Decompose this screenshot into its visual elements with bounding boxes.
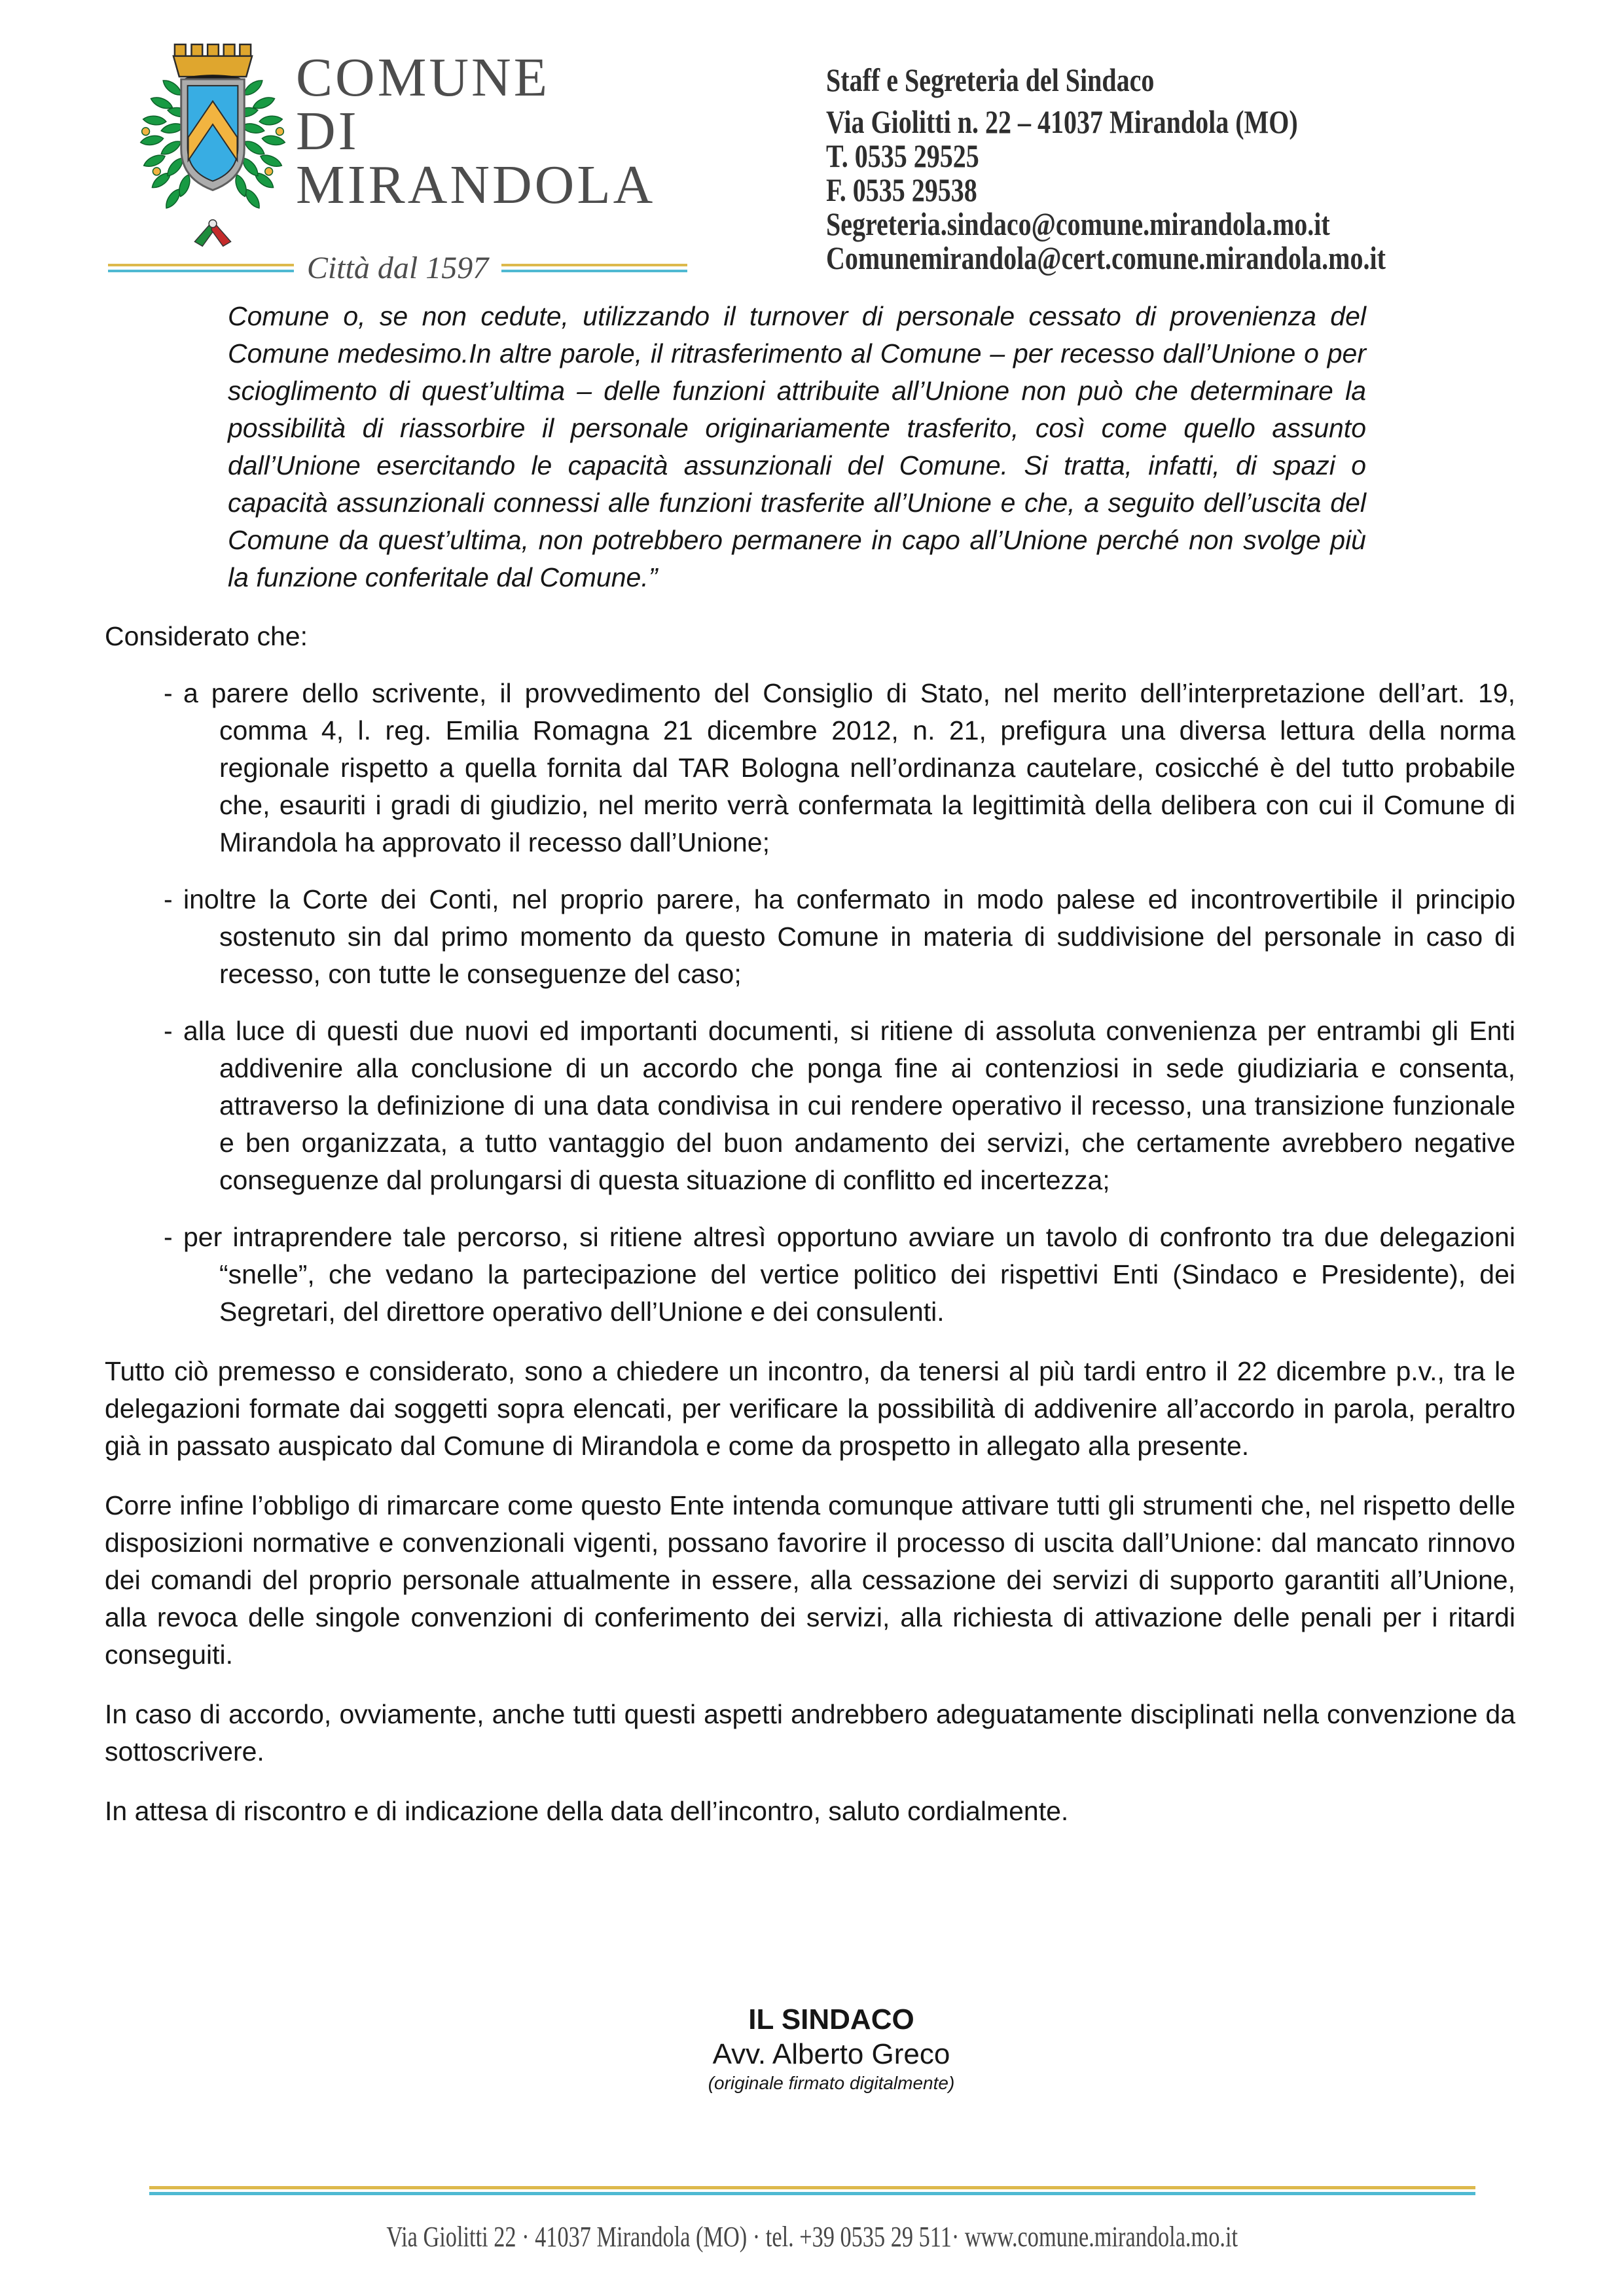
tagline-rule-right bbox=[501, 264, 687, 272]
list-item bbox=[105, 675, 1515, 861]
contact-department: Staff e Segreteria del Sindaco bbox=[826, 62, 1155, 98]
tagline-row bbox=[108, 250, 687, 286]
org-name-line: COMUNE bbox=[296, 47, 550, 108]
bullet-dash: - bbox=[164, 678, 173, 708]
list-item bbox=[105, 1219, 1515, 1331]
body-paragraph: In caso di accordo, ovviamente, anche tutti questi aspetti andrebbero adeguatamente disciplinati nella convenzione da sottoscrivere. bbox=[105, 1699, 1515, 1767]
list-item-text: per intraprendere tale percorso, si ritiene altresì opportuno avviare un tavolo di confronto tra due delegazioni “snelle”, che vedano la partecipazione del vertice politico dei rispettivi Enti (Sindaco e Presidente), dei Segretari, del direttore operativo dell’Unione e dei consulenti. bbox=[183, 1222, 1515, 1327]
considerato-heading: Considerato che: bbox=[105, 621, 308, 651]
footer-address-line bbox=[0, 2220, 1624, 2253]
body-paragraph: In attesa di riscontro e di indicazione della data dell’incontro, saluto cordialmente. bbox=[105, 1796, 1069, 1826]
bullet-dash: - bbox=[164, 1222, 173, 1252]
list-item bbox=[105, 1013, 1515, 1199]
signature-role: IL SINDACO bbox=[748, 2003, 914, 2036]
contact-email: Segreteria.sindaco@comune.mirandola.mo.it bbox=[826, 206, 1330, 242]
ribbon bbox=[194, 220, 230, 246]
footer-address-text: Via Giolitti 22 · 41037 Mirandola (MO) · tel. +39 0535 29 511· www.comune.mirandola.mo.it bbox=[386, 2221, 1238, 2253]
org-name-line: MIRANDOLA bbox=[296, 154, 656, 215]
body-paragraph: Corre infine l’obbligo di rimarcare come questo Ente intenda comunque attivare tutti gli strumenti che, nel rispetto delle disposizioni normative e convenzionali vigenti, possano favorire il processo di uscita dall’Unione: dal mancato rinnovo dei comandi del proprio personale attualmente in essere, alla cessazione dei servizi di supporto garantiti all’Unione, alla revoca delle singole convenzioni di conferimento dei servizi, alla richiesta di attivazione delle penali per i ritardi conseguiti. bbox=[105, 1490, 1515, 1670]
org-name-line: DI bbox=[296, 101, 359, 162]
bullet-dash: - bbox=[164, 1016, 173, 1046]
tagline-rule-left bbox=[108, 264, 294, 272]
signature-block bbox=[569, 2001, 1093, 2096]
contact-pec: Comunemirandola@cert.comune.mirandola.mo.it bbox=[826, 240, 1386, 276]
shield bbox=[181, 79, 245, 190]
body-paragraph: Tutto ciò premesso e considerato, sono a chiedere un incontro, da tenersi al più tardi entro il 22 dicembre p.v., tra le delegazioni formate dai soggetti sopra elencati, per verificare la possibilità di addivenire all’accordo in parola, peraltro già in passato auspicato dal Comune di Mirandola e come da prospetto in allegato alla presente. bbox=[105, 1356, 1515, 1461]
signature-name: Avv. Alberto Greco bbox=[712, 2038, 950, 2070]
list-item-text: a parere dello scrivente, il provvedimento del Consiglio di Stato, nel merito dell’interpretazione dell’art. 19, comma 4, l. reg. Emilia Romagna 21 dicembre 2012, n. 21, prefigura una diversa lettura della norma regionale rispetto a quella fornita dal TAR Bologna nell’ordinanza cautelare, cosicché è del tutto probabile che, esauriti i gradi di giudizio, nel merito verrà confermata la legittimità della delibera con cui il Comune di Mirandola ha approvato il recesso dall’Unione; bbox=[183, 678, 1515, 857]
footer-rule bbox=[149, 2186, 1475, 2195]
letter-body bbox=[105, 298, 1515, 1830]
tagline-text: Città dal 1597 bbox=[306, 251, 489, 285]
list-item-text: inoltre la Corte dei Conti, nel proprio parere, ha confermato in modo palese ed incontrovertibile il principio sostenuto sin dal primo momento da questo Comune in materia di suddivisione del personale in caso di recesso, con tutte le conseguenze del caso; bbox=[183, 884, 1515, 989]
municipal-coat-of-arms-icon bbox=[115, 39, 311, 252]
contact-address: Via Giolitti n. 22 – 41037 Mirandola (MO) bbox=[826, 103, 1298, 140]
signature-note: (originale firmato digitalmente) bbox=[708, 2073, 955, 2093]
contact-block bbox=[826, 63, 1386, 275]
list-item bbox=[105, 881, 1515, 993]
bullet-dash: - bbox=[164, 884, 173, 914]
contact-fax: F. 0535 29538 bbox=[826, 171, 977, 208]
organization-name bbox=[296, 47, 656, 215]
list-item-text: alla luce di questi due nuovi ed importanti documenti, si ritiene di assoluta convenienza per entrambi gli Enti addivenire alla conclusione di un accordo che ponga fine ai contenziosi in sede giudiziaria e consenta, attraverso la definizione di una data condivisa in cui rendere operativo il recesso, una transizione funzionale e ben organizzata, a tutto vantaggio del buon andamento dei servizi, che certamente avrebbero negative conseguenze dal prolungarsi di questa situazione di conflitto ed incertezza; bbox=[183, 1016, 1515, 1195]
contact-phone: T. 0535 29525 bbox=[826, 137, 979, 174]
quoted-passage: Comune o, se non cedute, utilizzando il turnover di personale cessato di provenienza del Comune medesimo.In altre parole, il ritrasferimento al Comune – per recesso dall’Unione o per scioglimento di quest’ultima – delle funzioni attribuite all’Unione non può che determinare la possibilità di riassorbire il personale originariamente trasferito, così come quello assunto dall’Unione esercitando le capacità assunzionali del Comune. Si tratta, infatti, di spazi o capacità assunzionali connessi alle funzioni trasferite all’Unione e che, a seguito dell’uscita del Comune da quest’ultima, non potrebbero permanere in capo all’Unione perché non svolge più la funzione conferitale dal Comune.” bbox=[228, 301, 1366, 592]
